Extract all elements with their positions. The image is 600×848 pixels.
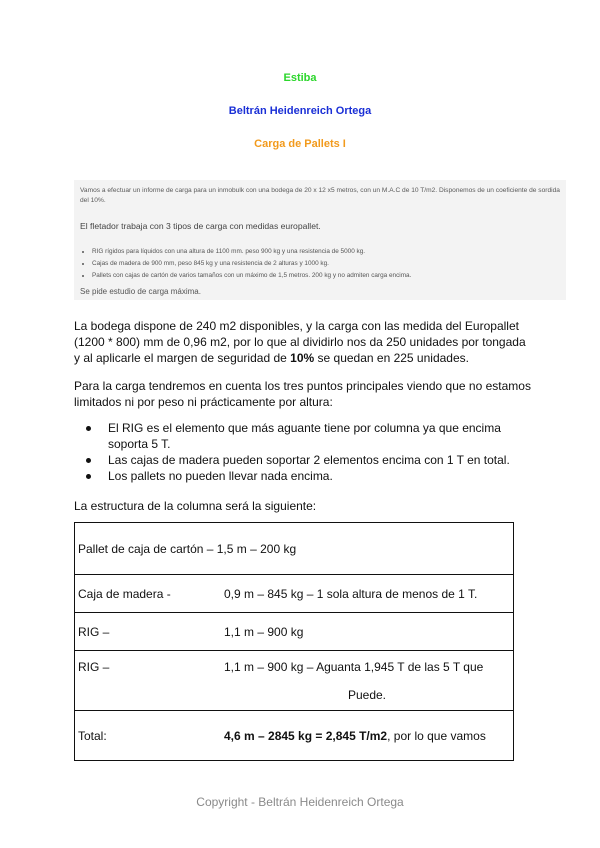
bullet-text: El RIG es el elemento que más aguante tiene por columna ya que encima soporta 5 T. (108, 421, 501, 451)
row-value-continuation: Puede. (347, 687, 387, 702)
bullet-dot-icon (86, 474, 91, 479)
bullet-dot-icon (86, 426, 91, 431)
row-value: 1,1 m – 900 kg (224, 624, 304, 639)
total-rest: , por lo que vamos (387, 728, 486, 743)
bullet-item (74, 420, 524, 452)
paragraph-carga: Para la carga tendremos en cuenta los tres puntos principales viendo que no estamos limitados ni por peso ni prácticamente por altura: (74, 379, 531, 409)
problem-item: • RIG rígidos para líquidos con una altura de 1100 mm. peso 900 kg y una resistencia de 5000 kg. (92, 246, 562, 258)
table-row (75, 523, 514, 575)
subtitle-carga: Carga de Pallets I (254, 138, 346, 150)
row-value: 1,1 m – 900 kg – Aguanta 1,945 T de las 5 T que (224, 659, 484, 674)
paragraph-text: se quedan en 225 unidades. (314, 351, 469, 365)
total-label: Total: (78, 728, 107, 743)
problem-closing: Se pide estudio de carga máxima. (80, 287, 201, 296)
bullet-item (74, 452, 524, 468)
table-cell (75, 651, 514, 711)
row-label: RIG – (78, 659, 110, 674)
table-row (75, 613, 514, 651)
table-cell (75, 575, 514, 613)
bullet-dot-icon (86, 458, 91, 463)
row-value: 0,9 m – 845 kg – 1 sola altura de menos de 1 T. (224, 586, 478, 601)
bullet-list (74, 420, 524, 484)
bullet-item (74, 468, 524, 484)
problem-subtitle: El fletador trabaja con 3 tipos de carga con medidas europallet. (80, 221, 321, 231)
row-label: RIG – (78, 624, 110, 639)
column-structure-table (74, 522, 514, 761)
problem-intro: Vamos a efectuar un informe de carga para un inmobulk con una bodega de 20 x 12 x5 metros, con un M.A.C de 10 T/m2. Disponemos de un coeficiente de sordida del 10%. (80, 187, 560, 204)
bullet-text: Los pallets no pueden llevar nada encima. (108, 469, 333, 483)
table-row (75, 575, 514, 613)
paragraph-estructura: La estructura de la columna será la siguiente: (74, 499, 317, 513)
problem-item: • Pallets con cajas de cartón de varios tamaños con un máximo de 1,5 metros. 200 kg y no admiten carga encima. (92, 270, 562, 282)
row-label: Caja de madera - (78, 586, 171, 601)
table-row (75, 711, 514, 761)
problem-item: • Cajas de madera de 900 mm, peso 845 kg y una resistencia de 2 alturas y 1000 kg. (92, 258, 562, 270)
paragraph-bodega (74, 318, 534, 366)
table-cell (75, 613, 514, 651)
copyright-footer: Copyright - Beltrán Heidenreich Ortega (196, 795, 404, 809)
table-cell: Pallet de caja de cartón – 1,5 m – 200 kg (75, 523, 514, 575)
problem-list (80, 246, 562, 282)
bullet-text: Las cajas de madera pueden soportar 2 elementos encima con 1 T en total. (108, 453, 510, 467)
table-cell (75, 711, 514, 761)
table-row (75, 651, 514, 711)
title-estiba: Estiba (283, 72, 317, 84)
total-value: 4,6 m – 2845 kg = 2,845 T/m2 (224, 728, 388, 743)
author-name: Beltrán Heidenreich Ortega (228, 105, 372, 117)
paragraph-text: La bodega dispone de 240 m2 disponibles, y la carga con las medida del Europallet (1200 * 800) mm de 0,96 m2, por lo que al dividirlo nos da 250 unidades por tongada y al aplicarle el margen de seguridad de (74, 319, 526, 365)
problem-statement-image (74, 180, 566, 300)
paragraph-bold: 10% (290, 351, 315, 365)
